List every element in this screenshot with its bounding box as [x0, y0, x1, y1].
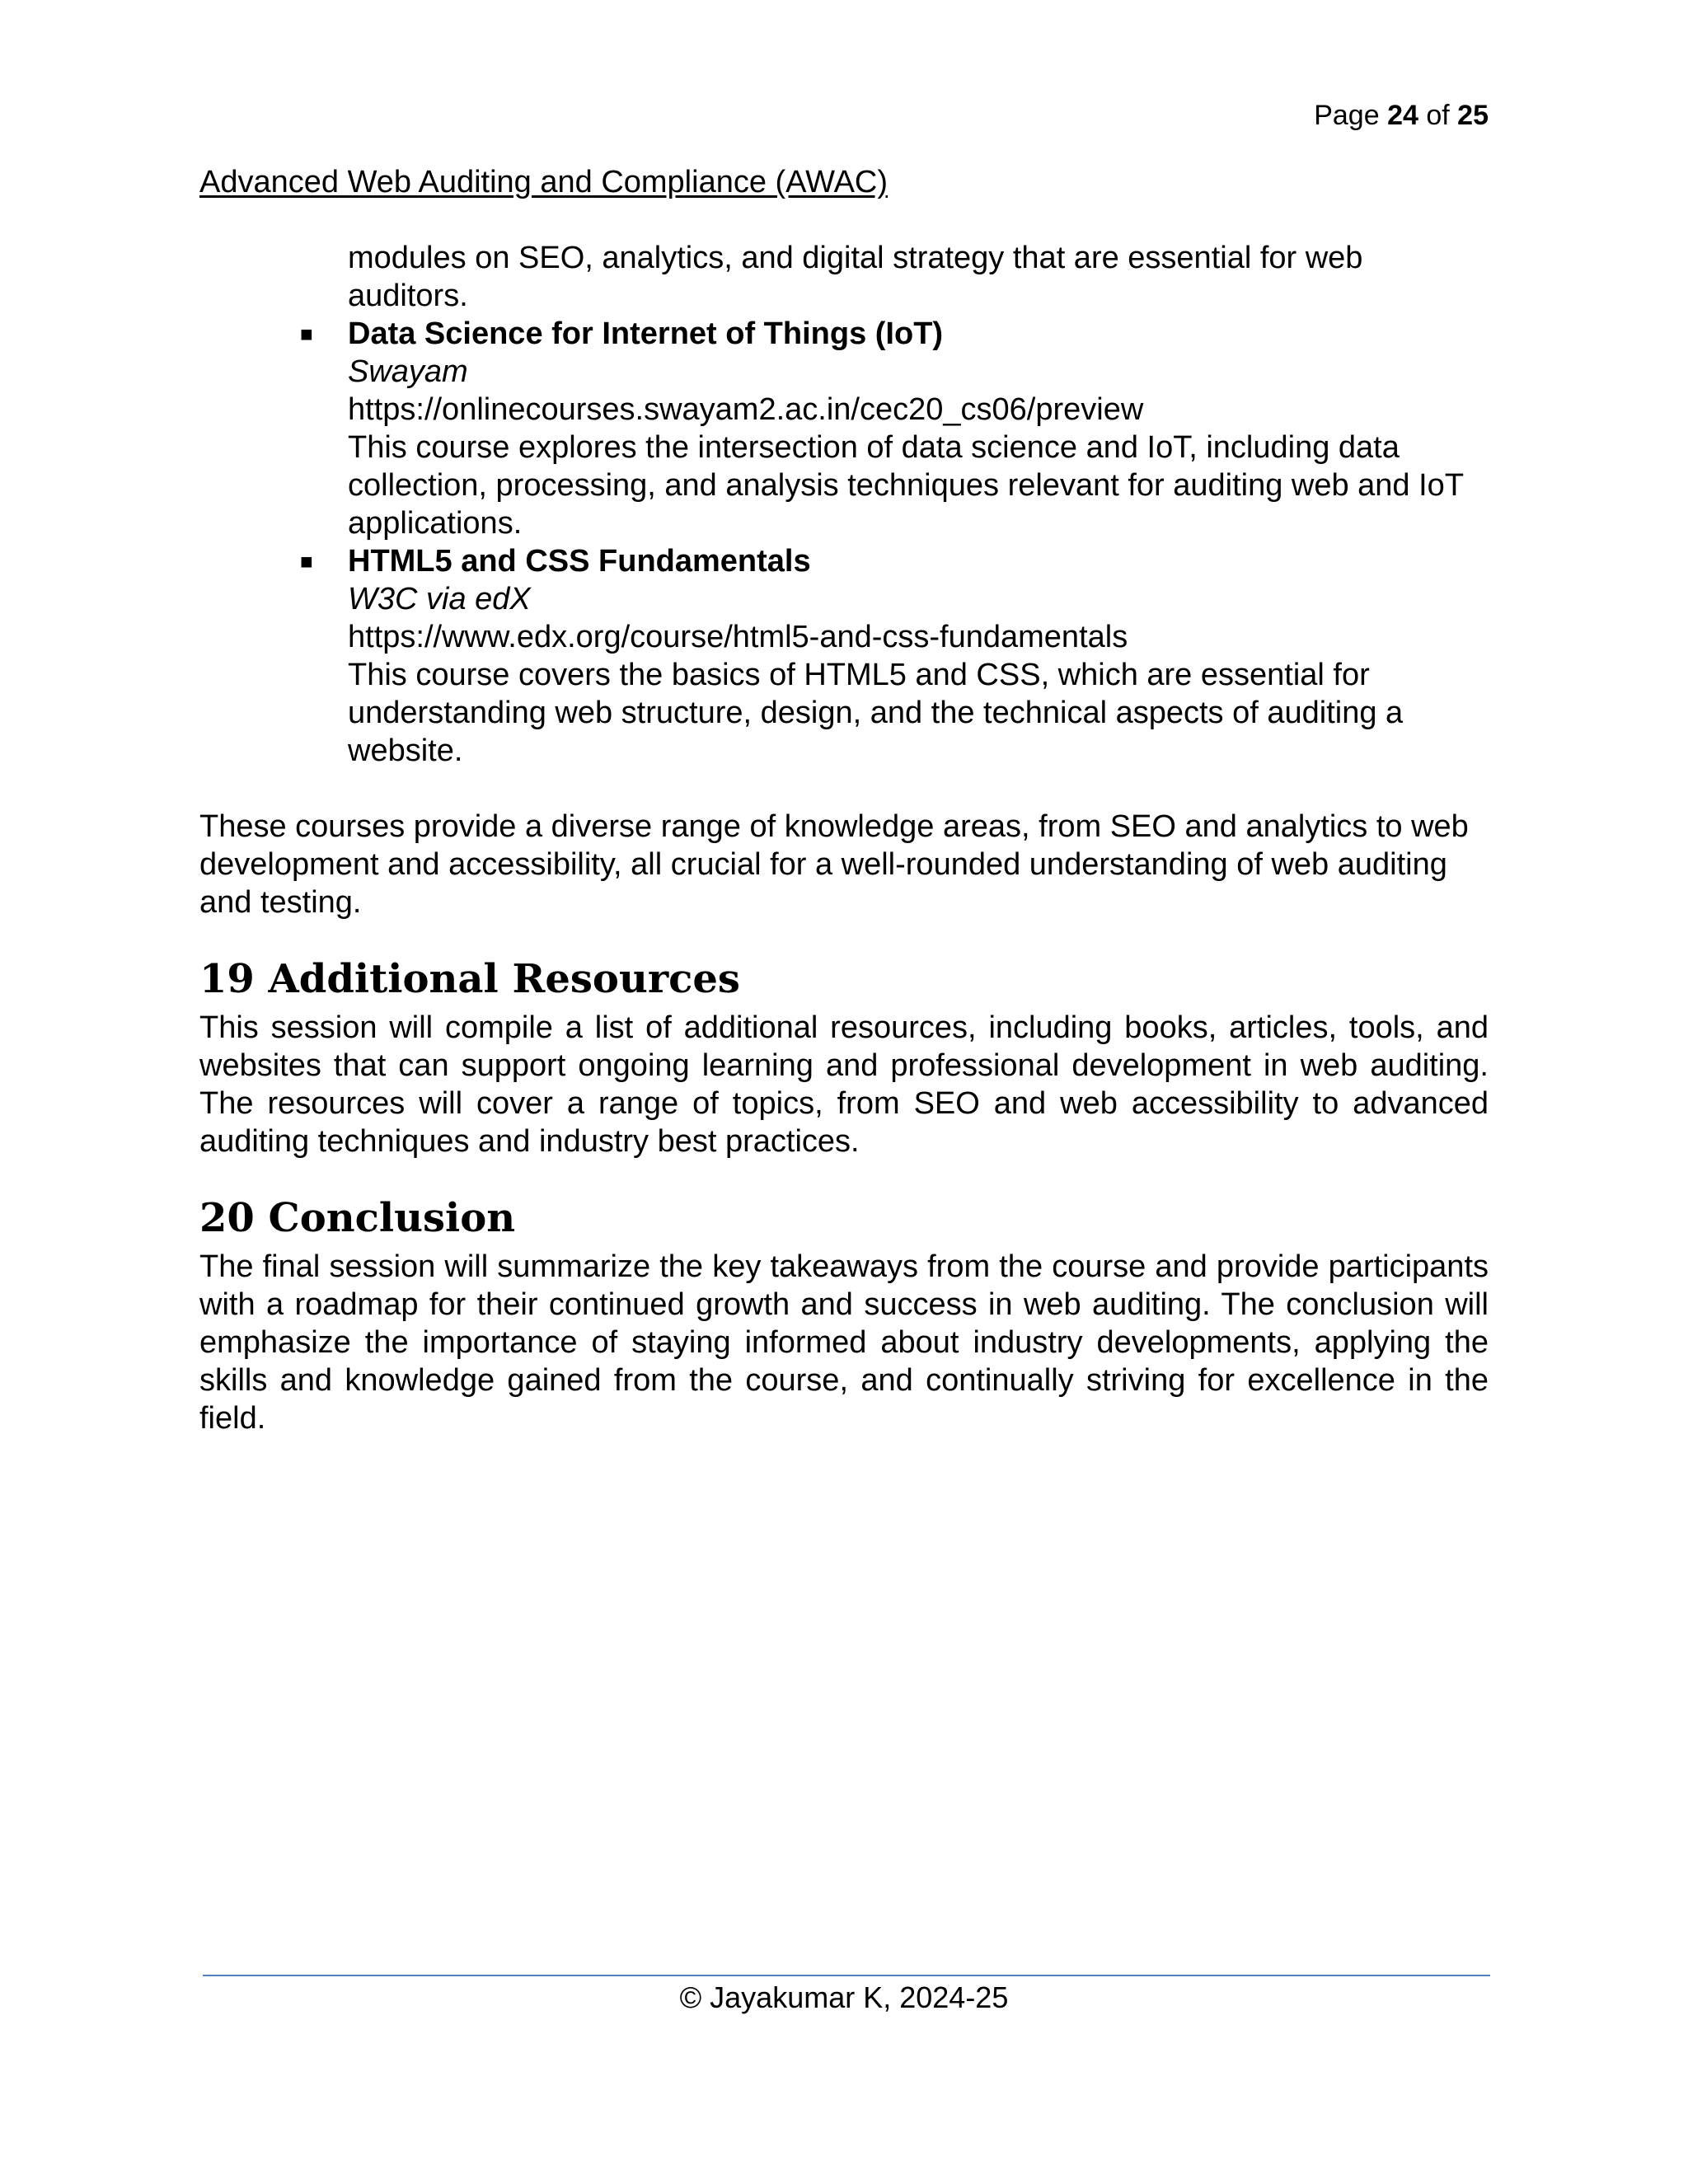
- courses-summary: These courses provide a diverse range of knowledge areas, from SEO and analytics to web development and accessibility, all crucial for a well-rounded understanding of web auditing and testing.: [199, 809, 1469, 920]
- page-number: [1314, 97, 1489, 134]
- document-title: Advanced Web Auditing and Compliance (AWAC): [199, 165, 889, 199]
- page-current: 24: [1387, 100, 1418, 131]
- course-title: HTML5 and CSS Fundamentals: [348, 544, 811, 579]
- footer-divider: [203, 1975, 1490, 1976]
- section-heading-conclusion: 20 Conclusion: [199, 1195, 516, 1241]
- bullet-square-icon: ■: [300, 549, 313, 574]
- course-title: Data Science for Internet of Things (IoT): [348, 316, 944, 351]
- bullet-square-icon: ■: [300, 321, 313, 346]
- intro-continuation: modules on SEO, analytics, and digital strategy that are essential for web auditors.: [348, 241, 1363, 313]
- course-provider: Swayam: [348, 354, 468, 389]
- course-provider: W3C via edX: [348, 582, 531, 616]
- footer-copyright: © Jayakumar K, 2024-25: [679, 1980, 1009, 2014]
- course-url[interactable]: https://www.edx.org/course/html5-and-css-fundamentals: [348, 620, 1128, 654]
- course-url[interactable]: https://onlinecourses.swayam2.ac.in/cec20_cs06/preview: [348, 392, 1144, 427]
- list-item: [199, 315, 1489, 542]
- section-body-additional-resources: This session will compile a list of additional resources, including books, articles, tools, and websites that can support ongoing learning and professional development in web auditing. The resources will cover a range of topics, from SEO and web accessibility to advanced auditing techniques and industry best practices.: [199, 1010, 1489, 1159]
- page-prefix: Page: [1314, 100, 1380, 131]
- page-of: of: [1426, 100, 1450, 131]
- course-description: This course covers the basics of HTML5 and CSS, which are essential for understanding web structure, design, and the technical aspects of auditing a website.: [348, 658, 1404, 768]
- section-heading-additional-resources: 19 Additional Resources: [199, 956, 740, 1002]
- course-list: [199, 315, 1489, 770]
- list-item: [199, 542, 1489, 770]
- course-description: This course explores the intersection of data science and IoT, including data collection, processing, and analysis techniques relevant for auditing web and IoT applications.: [348, 430, 1464, 541]
- page-total: 25: [1457, 100, 1489, 131]
- section-body-conclusion: The final session will summarize the key takeaways from the course and provide participants with a roadmap for their continued growth and success in web auditing. The conclusion will emphasize the importance of staying informed about industry developments, applying the skills and knowledge gained from the course, and continually striving for excellence in the field.: [199, 1249, 1489, 1436]
- page-content: [199, 239, 1489, 1437]
